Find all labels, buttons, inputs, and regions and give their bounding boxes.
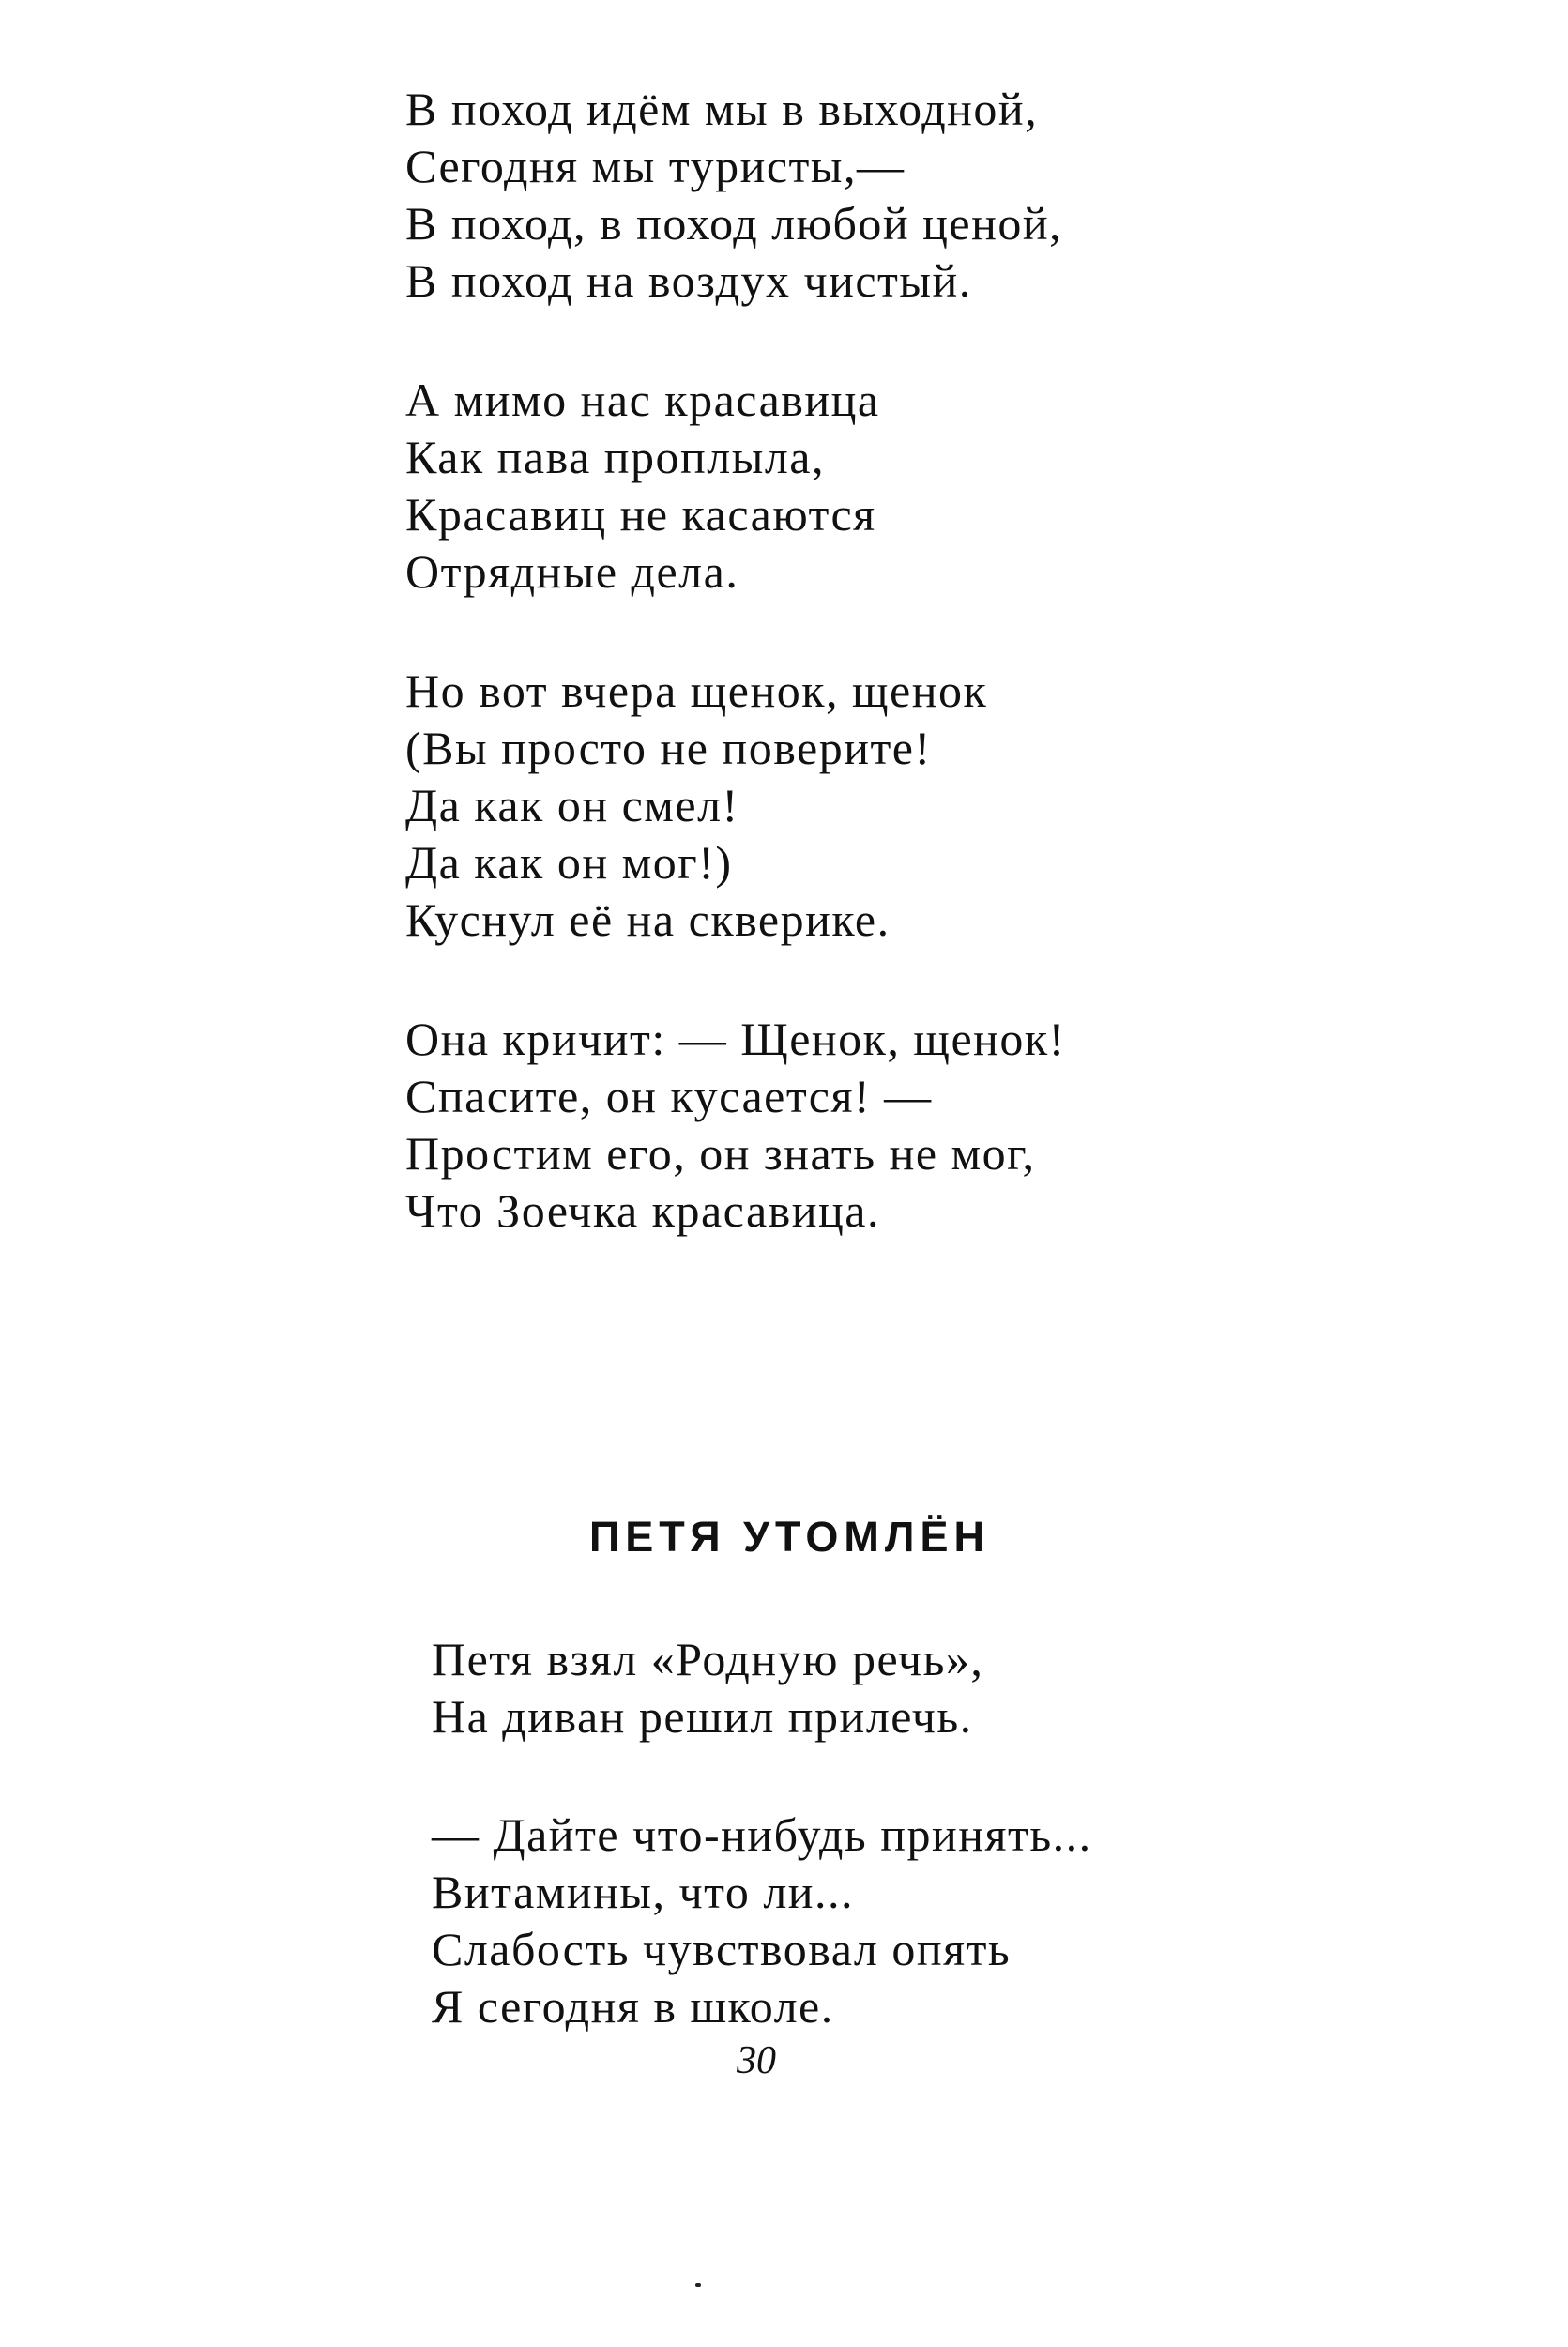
- poem-stanza: [405, 1011, 1066, 1240]
- poem-line: В поход, в поход любой ценой,: [405, 197, 1063, 250]
- poem-line: Как пава проплыла,: [405, 431, 825, 483]
- poem-line: Что Зоечка красавица.: [405, 1184, 880, 1237]
- poem-line: Она кричит: — Щенок, щенок!: [405, 1013, 1066, 1065]
- poem-line: Витамины, что ли...: [432, 1866, 855, 1918]
- poem-line: Сегодня мы туристы,—: [405, 140, 906, 192]
- poem-stanza: [432, 1631, 983, 1745]
- poem-line: Петя взял «Родную речь»,: [432, 1633, 984, 1685]
- print-speck: [695, 2283, 701, 2287]
- poem-stanza: [405, 663, 987, 949]
- poem-line: А мимо нас красавица: [405, 373, 880, 426]
- page-number: 30: [737, 2039, 776, 2082]
- poem-stanza: [405, 81, 1062, 310]
- poem-title: ПЕТЯ УТОМЛЁН: [588, 1513, 991, 1561]
- poem-line: Красавиц не касаются: [405, 488, 876, 541]
- poem-line: На диван решил прилечь.: [432, 1690, 973, 1743]
- poem-line: Простим его, он знать не мог,: [405, 1127, 1036, 1180]
- poem-stanza: [405, 372, 880, 601]
- poem-line: В поход на воздух чистый.: [405, 254, 972, 307]
- poem-line: Слабость чувствовал опять: [432, 1923, 1012, 1975]
- poem-line: Спасите, он кусается! —: [405, 1070, 933, 1122]
- poem-line: Да как он мог!): [405, 836, 733, 889]
- poem-line: — Дайте что-нибудь принять...: [432, 1808, 1092, 1861]
- poem-line: (Вы просто не поверите!: [405, 722, 932, 774]
- poem-line: Отрядные дела.: [405, 545, 739, 598]
- poem-line: Я сегодня в школе.: [432, 1980, 834, 2033]
- poem-line: Но вот вчера щенок, щенок: [405, 664, 988, 717]
- poem-line: Да как он смел!: [405, 779, 739, 831]
- poem-stanza: [432, 1806, 1092, 2035]
- poem-line: В поход идём мы в выходной,: [405, 83, 1039, 135]
- poem-line: Куснул её на скверике.: [405, 893, 891, 946]
